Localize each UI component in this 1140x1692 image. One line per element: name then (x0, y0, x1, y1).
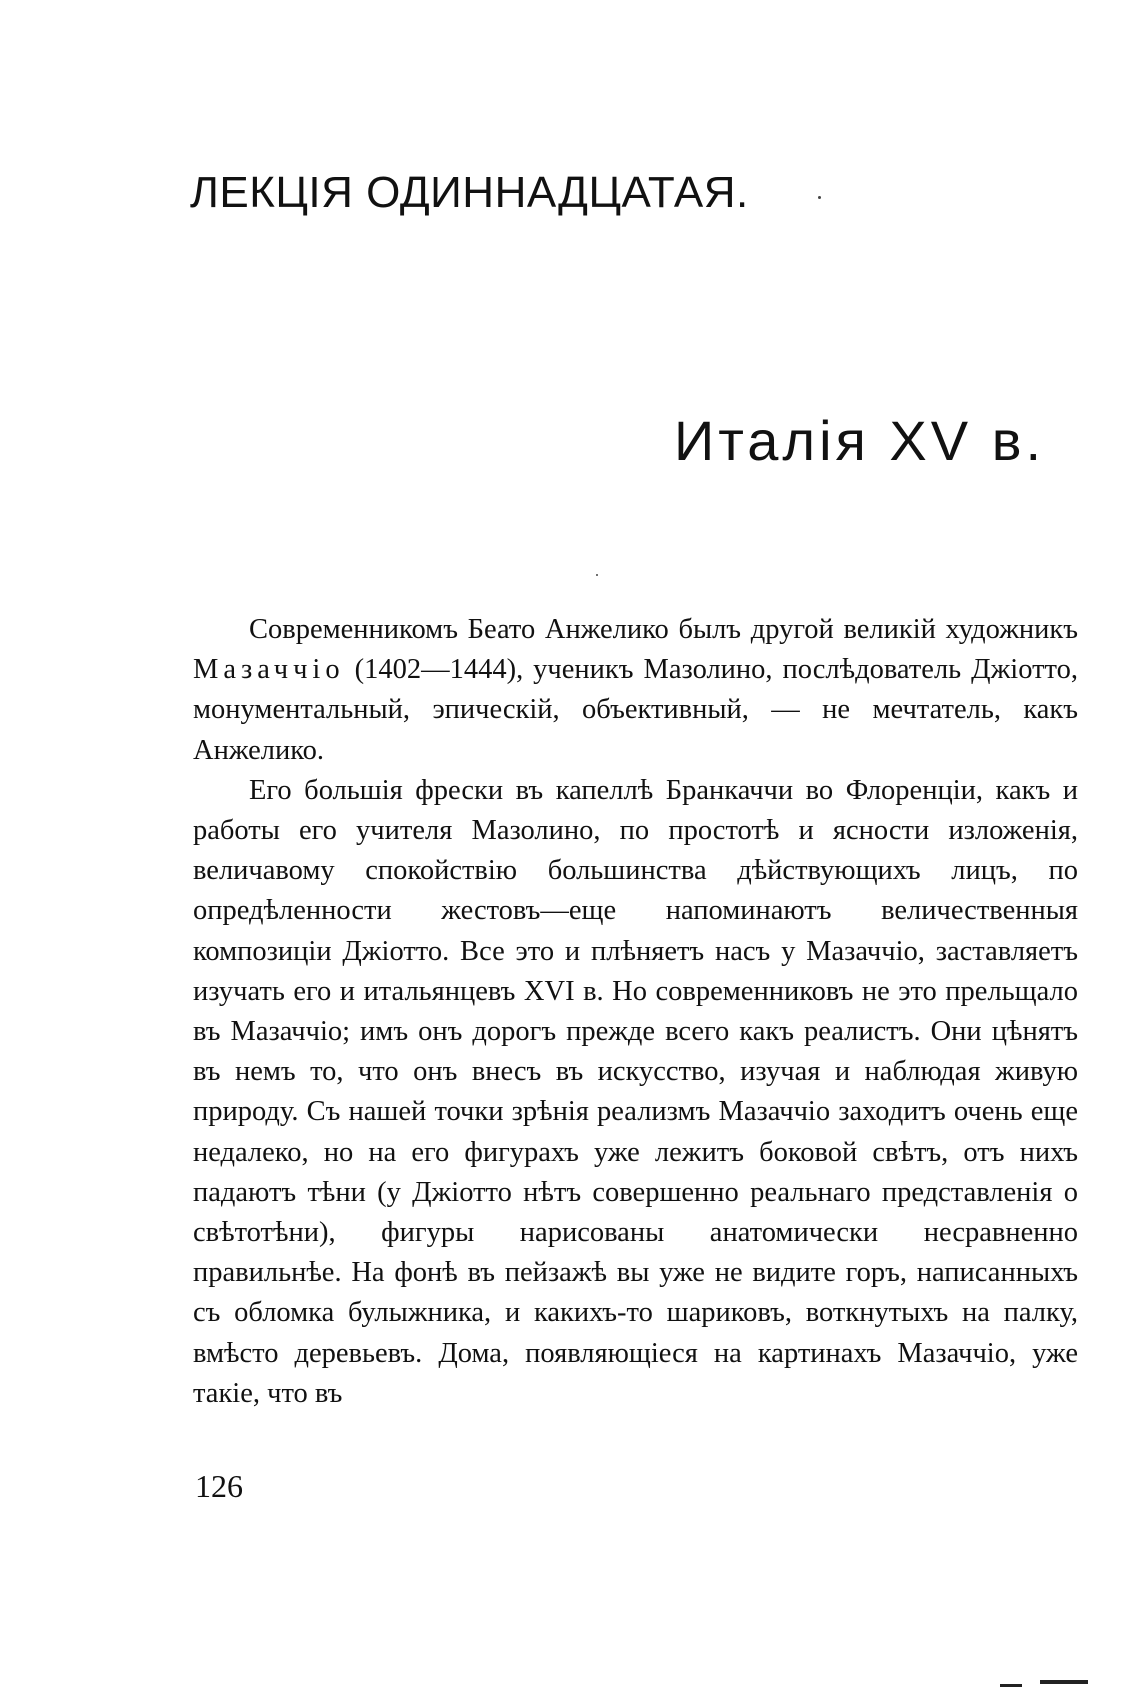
scan-edge-mark (1000, 1684, 1022, 1687)
paragraph-1 (193, 610, 1078, 771)
artist-name-spaced: Мазаччіо (193, 654, 345, 686)
chapter-title: Италія XV в. (674, 409, 1045, 472)
lecture-heading: ЛЕКЦІЯ ОДИННАДЦАТАЯ. (190, 168, 749, 217)
scan-speck (596, 574, 598, 576)
body-text (193, 610, 1078, 1414)
scan-speck (818, 196, 821, 199)
page-number: 126 (195, 1468, 243, 1504)
paragraph-2: Его большія фрески въ капеллѣ Бранкаччи во Флоренціи, какъ и работы его учителя Мазолино, по простотѣ и ясности изложенія, величавому спокойствію большинства дѣйствующихъ лицъ, по опредѣленности жестовъ—еще напоминаютъ величественныя композиціи Джіотто. Все это и плѣняетъ насъ у Мазаччіо, заставляетъ изучать его и итальянцевъ XVI в. Но современниковъ не это прельщало въ Мазаччіо; имъ онъ дорогъ прежде всего какъ реалистъ. Они цѣнятъ въ немъ то, что онъ внесъ въ искусство, изучая и наблюдая живую природу. Съ нашей точки зрѣнія реализмъ Мазаччіо заходитъ очень еще недалеко, но на его фигурахъ уже лежитъ боковой свѣтъ, отъ нихъ падаютъ тѣни (у Джіотто нѣтъ совершенно реальнаго представленія о свѣтотѣни), фигуры нарисованы анатомически несравненно правильнѣе. На фонѣ въ пейзажѣ вы уже не видите горъ, написанныхъ съ обломка булыжника, и какихъ-то шариковъ, воткнутыхъ на палку, вмѣсто деревьевъ. Дома, появляющіеся на картинахъ Мазаччіо, уже такіе, что въ (193, 774, 1078, 1409)
paragraph-1-part-1: Современникомъ Беато Анжелико былъ другой великій художникъ (249, 614, 1078, 645)
scan-edge-mark (1040, 1680, 1088, 1684)
paragraph-1-part-2: (1402—1444), ученикъ Мазолино, послѣдователь Джіотто, монументальный, эпическій, объективный, — не мечтатель, какъ Анжелико. (193, 654, 1078, 766)
